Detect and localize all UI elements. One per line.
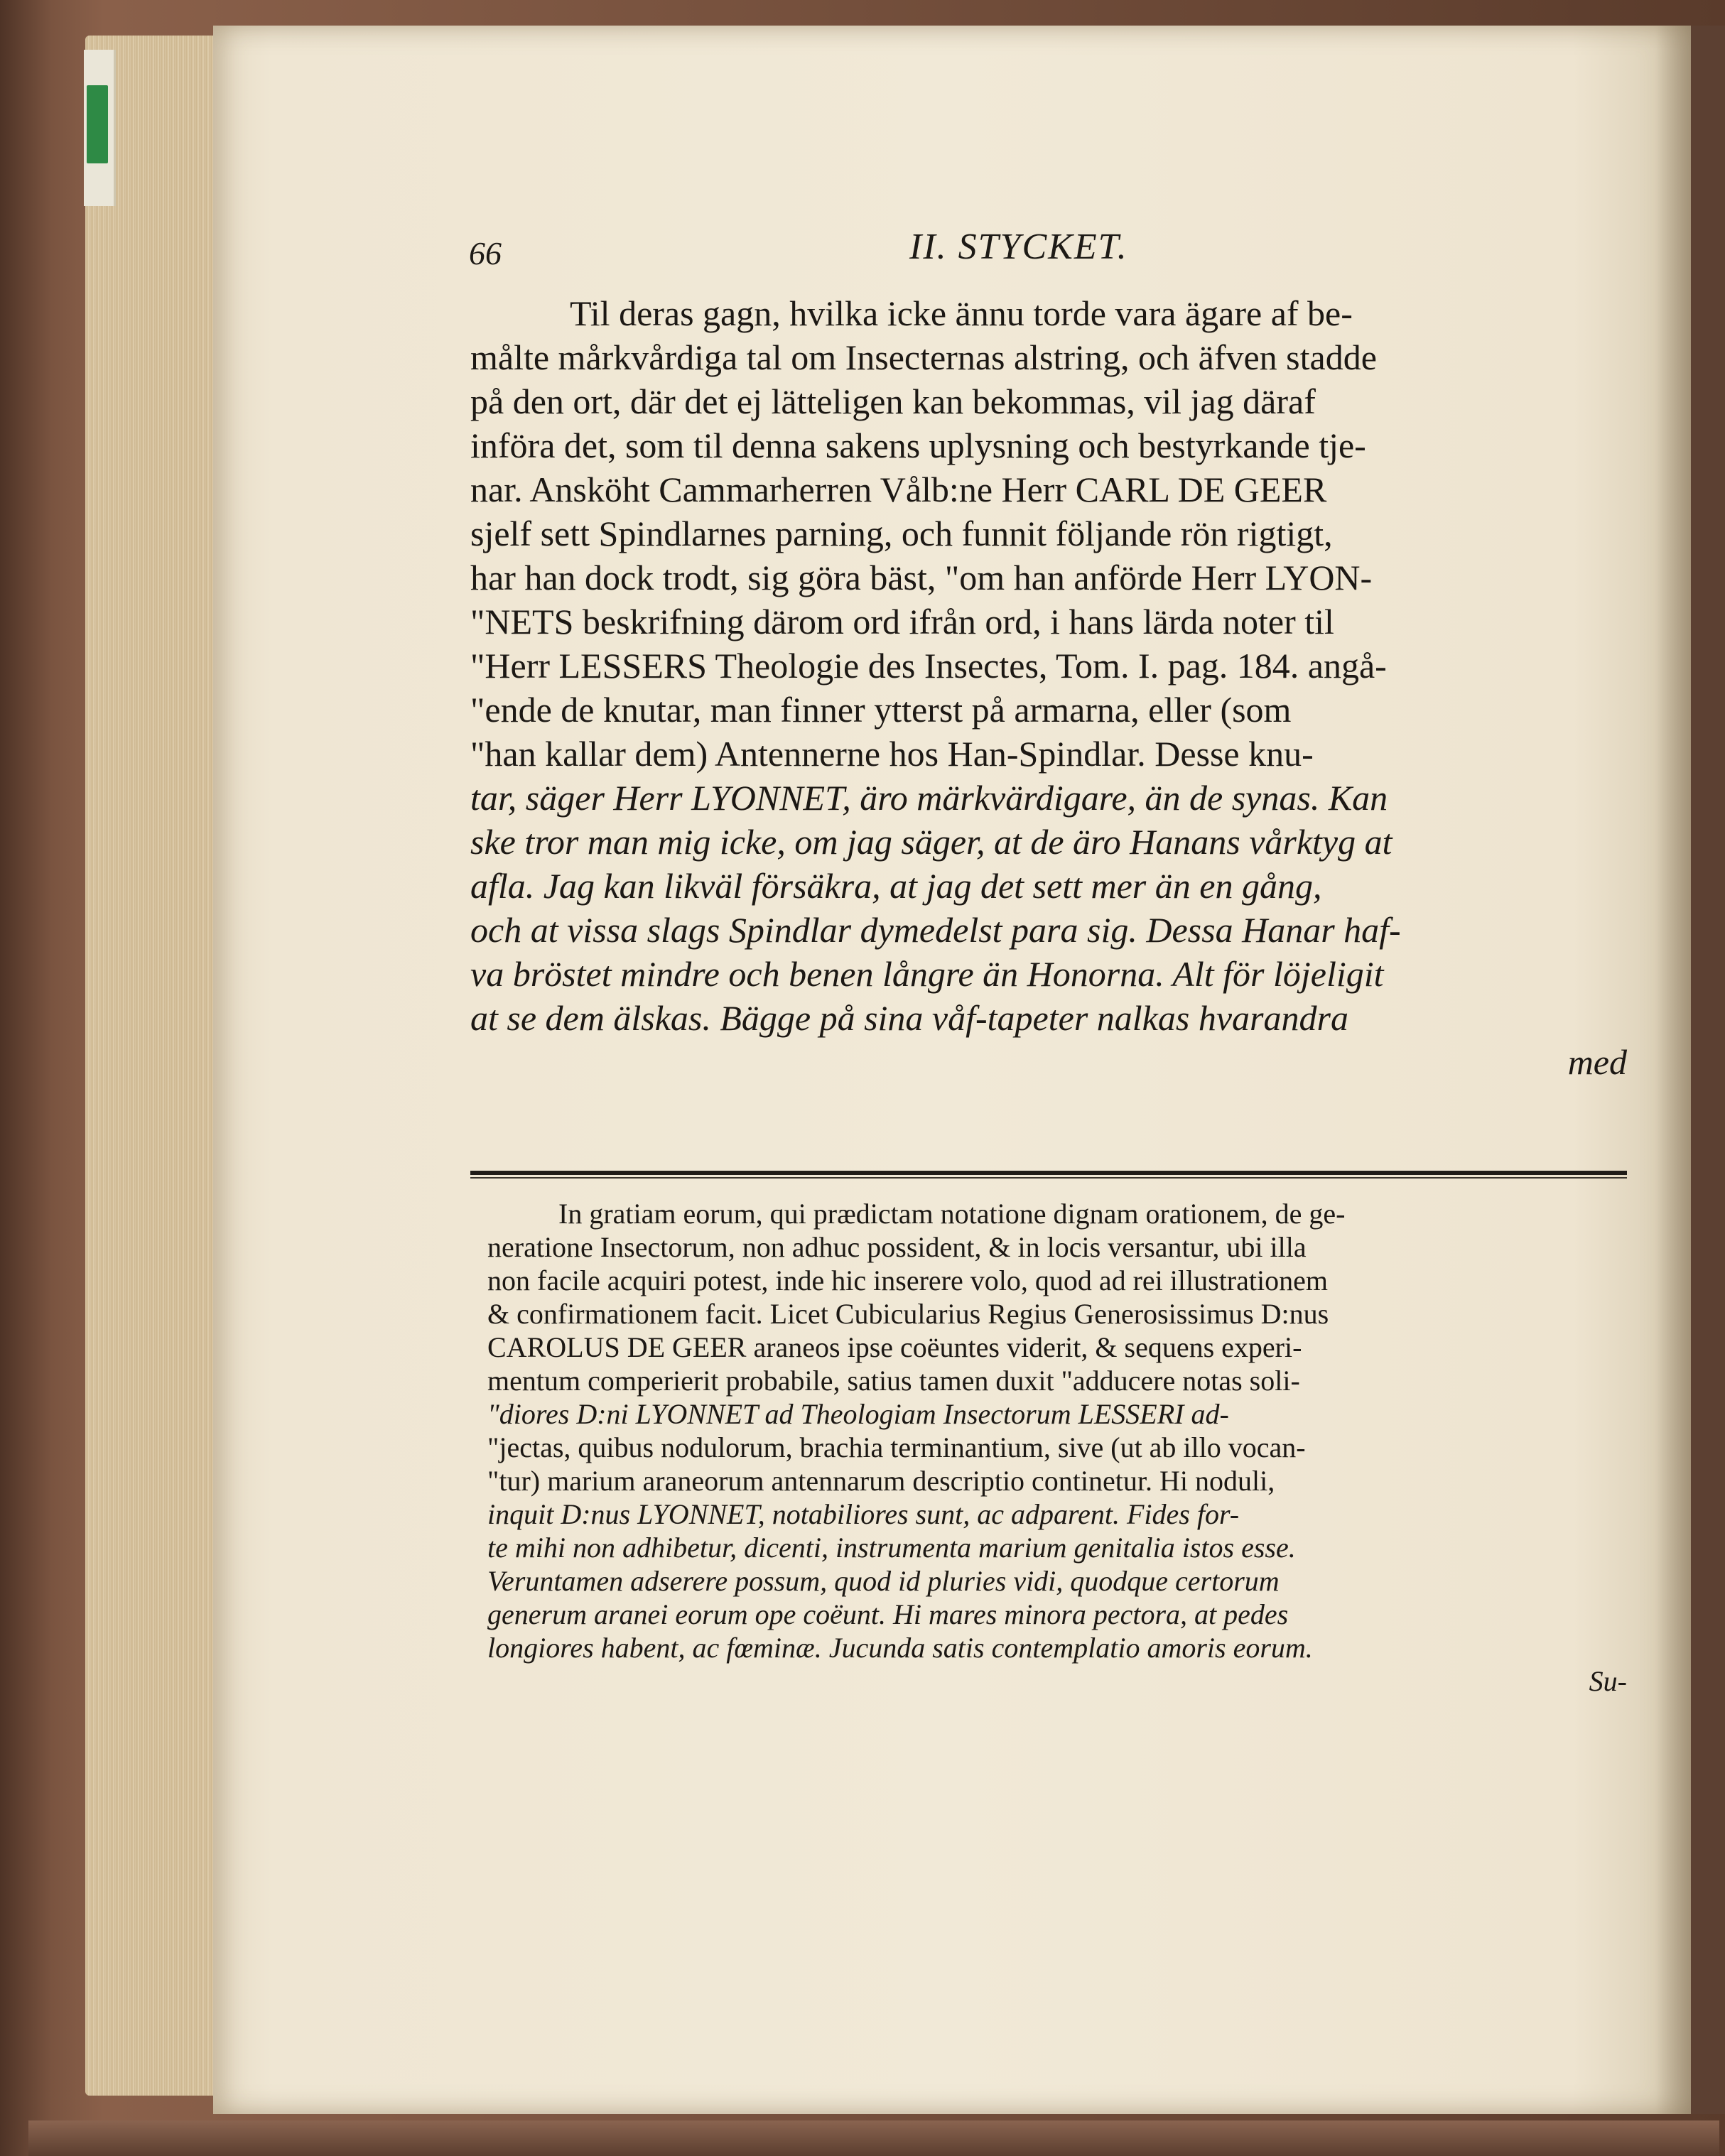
page-number: 66 [469, 235, 502, 271]
main-line: "han kallar dem) Antennerne hos Han-Spindlar. Desse knu- [470, 734, 1314, 774]
footnote-line: inquit D:nus LYONNET, notabiliores sunt, ac adparent. Fides for- [487, 1498, 1240, 1530]
footnote-line: te mihi non adhibetur, dicenti, instrumenta marium genitalia istos esse. [487, 1532, 1296, 1564]
footnote-catchword: Su- [1589, 1665, 1627, 1697]
main-line: tar, säger Herr LYONNET, äro märkvärdigare, än de synas. Kan [470, 778, 1388, 818]
main-line: afla. Jag kan likväl försäkra, at jag det sett mer än en gång, [470, 866, 1322, 906]
footnote-rule [470, 1171, 1627, 1175]
cover-edge [28, 2120, 1719, 2156]
footnote-line: "diores D:ni LYONNET ad Theologiam Insectorum LESSERI ad- [487, 1398, 1229, 1430]
main-line: och at vissa slags Spindlar dymedelst para sig. Dessa Hanar haf- [470, 910, 1401, 950]
catchword: med [1567, 1042, 1627, 1082]
main-line: "NETS beskrifning därom ord ifrån ord, i hans lärda noter til [470, 602, 1334, 641]
footnote-line: "jectas, quibus nodulorum, brachia terminantium, sive (ut ab illo vocan- [487, 1431, 1306, 1463]
main-line: på den ort, där det ej lätteligen kan bekommas, vil jag däraf [470, 381, 1316, 421]
right-page-edge [1691, 26, 1725, 2114]
footnote-line: "tur) marium araneorum antennarum descriptio continetur. Hi noduli, [487, 1465, 1275, 1497]
footnote-line: Veruntamen adserere possum, quod id pluries vidi, quodque certorum [487, 1565, 1280, 1597]
main-line: at se dem älskas. Bägge på sina våf-tapeter nalkas hvarandra [470, 998, 1348, 1038]
slip-marker [87, 85, 108, 163]
footnote-line: non facile acquiri potest, inde hic inserere volo, quod ad rei illustrationem [487, 1264, 1328, 1296]
footnote-text [487, 1197, 1627, 1698]
footnote-rule-thin [470, 1177, 1627, 1179]
footnote-line: & confirmationem facit. Licet Cubicularius Regius Generosissimus D:nus [487, 1298, 1329, 1330]
main-line: införa det, som til denna sakens uplysning och bestyrkande tje- [470, 426, 1366, 465]
footnote-line: longiores habent, ac fœminæ. Jucunda satis contemplatio amoris eorum. [487, 1632, 1313, 1664]
main-line: "ende de knutar, man finner ytterst på armarna, eller (som [470, 690, 1292, 730]
footnote-line: neratione Insectorum, non adhuc possident, & in locis versantur, ubi illa [487, 1231, 1307, 1263]
footnote-line: CAROLUS DE GEER araneos ipse coëuntes viderit, & sequens experi- [487, 1331, 1302, 1363]
footnote-line: In gratiam eorum, qui prædictam notatione dignam orationem, de ge- [558, 1198, 1346, 1230]
running-head: II. STYCKET. [909, 227, 1128, 267]
main-line: va bröstet mindre och benen långre än Honorna. Alt för löjeligit [470, 954, 1384, 994]
page-leaves [85, 36, 227, 2096]
main-line: Til deras gagn, hvilka icke ännu torde vara ägare af be- [570, 293, 1353, 333]
main-line: målte mårkvårdiga tal om Insecternas alstring, och äfven stadde [470, 337, 1377, 377]
main-line: sjelf sett Spindlarnes parning, och funnit följande rön rigtigt, [470, 514, 1333, 553]
main-text [470, 291, 1627, 1084]
footnote-line: generum aranei eorum ope coëunt. Hi mares minora pectora, at pedes [487, 1598, 1289, 1630]
main-line: ske tror man mig icke, om jag säger, at de äro Hanans vårktyg at [470, 822, 1393, 862]
main-line: "Herr LESSERS Theologie des Insectes, Tom. I. pag. 184. angå- [470, 646, 1387, 686]
main-line: nar. Ansköht Cammarherren Vålb:ne Herr CARL DE GEER [470, 470, 1327, 509]
footnote-line: mentum comperierit probabile, satius tamen duxit "adducere notas soli- [487, 1365, 1300, 1397]
main-line: har han dock trodt, sig göra bäst, "om han anförde Herr LYON- [470, 558, 1373, 597]
